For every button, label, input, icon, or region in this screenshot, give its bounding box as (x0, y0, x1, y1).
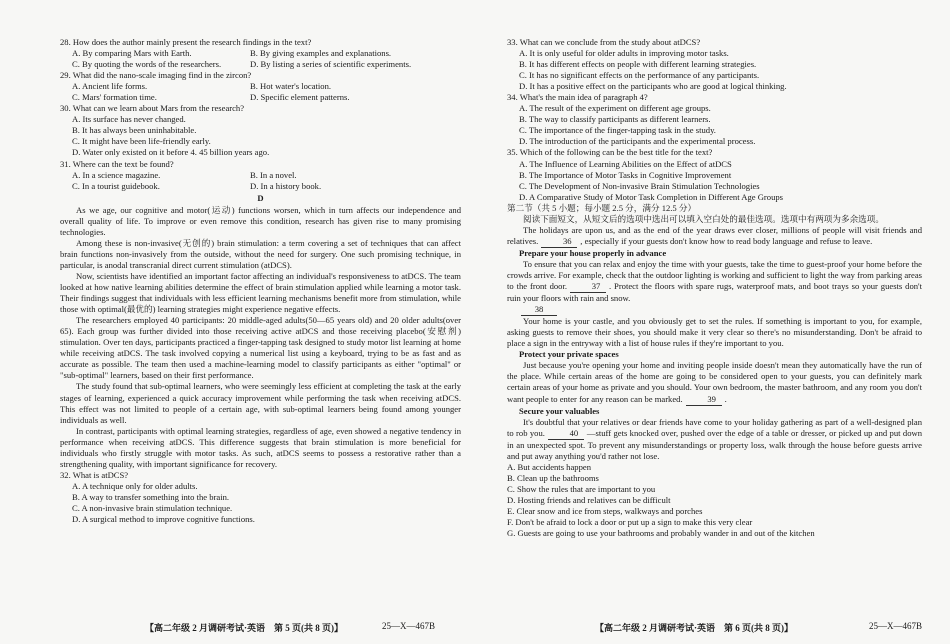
choice-e: E. Clear snow and ice from steps, walkways and porches (507, 505, 703, 516)
option-33d: D. It has a positive effect on the participants who are good at logical thinking. (519, 81, 787, 92)
left-footer-title: 【高二年级 2 月调研考试·英语 第 5 页(共 8 页)】 (145, 623, 343, 633)
blank-39[interactable]: 39 (686, 394, 722, 406)
section-2-title: 第二节（共 5 小题；每小题 2.5 分，满分 12.5 分） (507, 202, 697, 213)
option-35c: C. The Development of Non-invasive Brain Stimulation Technologies (519, 180, 760, 191)
option-32d: D. A surgical method to improve cognitive functions. (72, 514, 255, 525)
right-column (507, 37, 922, 539)
option-28b: B. By giving examples and explanations. (250, 48, 392, 59)
choice-c: C. Show the rules that are important to you (507, 483, 656, 494)
cloze-paragraph-4: Just because you're opening your home and inviting people inside doesn't mean they automatically have the run of the place. While certain areas of the home are going to be considered open to your guests, you can definitely mark certain areas of your home as private and you should. Your own bedroom, the master bathroom, and any room you don't want people to enter for any reason can be marked. 39 . (507, 360, 922, 405)
cloze-paragraph-1: The holidays are upon us, and as the end of the year draws ever closer, millions of people will visit friends and relatives. 36 , especially if your guests don't know how to read body language and refuse to leave. (507, 225, 922, 248)
blank-38[interactable]: 38 (521, 304, 557, 316)
option-32b: B. A way to transfer something into the brain. (72, 491, 230, 502)
option-35b: B. The Importance of Motor Tasks in Cognitive Improvement (519, 169, 732, 180)
blank-40[interactable]: 40 (548, 428, 584, 440)
right-footer-title: 【高二年级 2 月调研考试·英语 第 6 页(共 8 页)】 (595, 623, 793, 633)
cloze-paragraph-2: To ensure that you can relax and enjoy the time with your guests, take the time to guest-proof your home before the crowds arrive. For example, check that the outdoor lighting is working and sufficient to light the way from parking areas to the front door. 37 . Protect the floors with spare rugs, waterproof mats, and boot trays so your guests don't ruin your floors with rain and snow. (507, 258, 922, 304)
blank-36[interactable]: 36 (541, 236, 577, 248)
paragraph-5: The study found that sub-optimal learners, who were seemingly less efficient at completing the task at the early stages of learning, experienced a quick accuracy improvement while performing the task when receiving atDCS. This effect was not limited to people of a certain age, with sub-optimal learners being found among younger individuals as well. (60, 381, 461, 425)
option-31c: C. In a tourist guidebook. (72, 180, 160, 191)
question-31: 31. Where can the text be found? (60, 158, 174, 169)
paragraph-1: As we age, our cognitive and motor(运动) functions worsen, which in turn affects our independence and overall quality of life. To improve or even remove this condition, research has given rise to many promising technologies. (60, 204, 461, 237)
choice-b: B. Clean up the bathrooms (507, 472, 599, 483)
question-33: 33. What can we conclude from the study about atDCS? (507, 37, 701, 47)
option-30c: C. It might have been life-friendly early. (72, 136, 211, 147)
option-28a: A. By comparing Mars with Earth. (72, 48, 192, 59)
choice-g: G. Guests are going to use your bathrooms and probably wander in and out of the kitchen (507, 528, 815, 539)
question-32: 32. What is atDCS? (60, 469, 129, 480)
blank-37[interactable]: 37 (570, 281, 606, 293)
option-31a: A. In a science magazine. (72, 169, 161, 180)
option-34a: A. The result of the experiment on different age groups. (519, 103, 711, 114)
option-33a: A. It is only useful for older adults in improving motor tasks. (519, 48, 729, 59)
cloze-paragraph-5: It's doubtful that your relatives or dear friends have come to your holiday gathering as part of a well-designed plan to rob you. 40 —stuff gets knocked over, pushed over the edge of a table or dresser, or picked up and put down in an unexpected spot. To prevent any misunderstandings or property loss, walk through the house before guests arrive and put away anything you'd rather not lose. (507, 416, 922, 461)
option-35a: A. The Influence of Learning Abilities on the Effect of atDCS (519, 158, 732, 169)
option-29d: D. Specific element patterns. (250, 92, 350, 103)
left-footer (0, 621, 475, 634)
choice-a: A. But accidents happen (507, 461, 592, 472)
passage-heading: D (257, 192, 264, 203)
option-35d: D. A Comparative Study of Motor Task Completion in Different Age Groups (519, 191, 784, 202)
question-30: 30. What can we learn about Mars from the research? (60, 103, 245, 114)
subheading-2: Protect your private spaces (519, 349, 619, 360)
choice-f: F. Don't be afraid to lock a door or put up a sign to make this very clear (507, 517, 753, 528)
paragraph-2: Among these is non-invasive(无创的) brain stimulation: a term covering a set of techniques that can affect brain functions non-invasively from the outside, without the need for surgery. One such promising technique, in particular, is anodal transcranial direct current stimulation (atDCS). (60, 237, 461, 270)
option-34b: B. The way to classify participants as different learners. (519, 114, 711, 125)
option-31d: D. In a history book. (250, 180, 322, 191)
right-page (475, 0, 950, 644)
option-34c: C. The importance of the finger-tapping task in the study. (519, 125, 716, 136)
option-29b: B. Hot water's location. (250, 81, 332, 92)
right-footer-code: 25—X—467B (868, 621, 922, 631)
left-footer-code: 25—X—467B (381, 621, 435, 631)
option-29c: C. Mars' formation time. (72, 92, 157, 103)
paragraph-3: Now, scientists have identified an important factor affecting an individual's responsiveness to atDCS. The team looked at how native learning abilities determine the effect of brain stimulation applied while learning a motor task. Their findings suggest that individuals with less efficient learning mechanisms benefit more from stimulation, while those with optimal(最优的) learning strategies might experience negative effects. (60, 270, 461, 315)
question-29: 29. What did the nano-scale imaging find in the zircon? (60, 70, 252, 81)
option-31b: B. In a novel. (250, 169, 297, 180)
option-28c: C. By quoting the words of the researchers. (72, 59, 222, 70)
section-2-instructions: 阅读下面短文，从短文后的选项中选出可以填入空白处的最佳选项。选项中有两项为多余选项。 (523, 213, 884, 224)
option-34d: D. The introduction of the participants and the experimental process. (519, 136, 756, 147)
option-28d: D. By listing a series of scientific experiments. (250, 59, 412, 70)
option-30b: B. It has always been uninhabitable. (72, 125, 197, 136)
right-footer (475, 621, 950, 634)
paragraph-6: In contrast, participants with optimal learning strategies, regardless of age, even showed a negative tendency in performance when receiving atDCS. This difference suggests that brain stimulation is more beneficial for individuals who firstly struggle with motor tasks. As such, atDCS seems to possess a restorative rather than a strengthening quality, with important significance for recovery. (60, 425, 461, 469)
option-32c: C. A non-invasive brain stimulation technique. (72, 502, 233, 513)
option-33c: C. It has no significant effects on the performance of any participants. (519, 70, 760, 81)
question-34: 34. What's the main idea of paragraph 4? (507, 92, 648, 103)
option-29a: A. Ancient life forms. (72, 81, 148, 92)
question-35: 35. Which of the following can be the best title for the text? (507, 147, 713, 158)
option-30a: A. Its surface has never changed. (72, 114, 186, 125)
left-column (60, 37, 461, 525)
option-33b: B. It has different effects on people with different learning strategies. (519, 59, 757, 70)
option-32a: A. A technique only for older adults. (72, 480, 198, 491)
option-30d: D. Water only existed on it before 4. 45 billion years ago. (72, 147, 270, 158)
question-28: 28. How does the author mainly present the research findings in the text? (60, 37, 312, 47)
subheading-3: Secure your valuables (519, 405, 600, 416)
cloze-paragraph-3: Your home is your castle, and you obviously get to set the rules. If something is important to you, for example, asking guests to remove their shoes, you should make it very clear so there's no misunderstanding. Don't be afraid to place a sign in the entryway with a list of house rules if they're important to you. (507, 316, 922, 349)
subheading-1: Prepare your house properly in advance (519, 247, 667, 258)
choice-d: D. Hosting friends and relatives can be difficult (507, 494, 671, 505)
paragraph-4: The researchers employed 40 participants: 20 middle-aged adults(50—65 years old) and 20 older adults(over 65). Each group was further divided into those receiving active atDCS and those receiving placebo(安慰剂) stimulation. Over ten days, participants practiced a finger-tapping task designed to study motor list learning at home while receiving atDCS. The task involved copying a numerical list using a keyboard, trying to be as fast and as accurate as possible. The team then used a machine-learning model to classify participants as either "optimal" or "sub-optimal" learners, based on their first performance. (60, 315, 461, 381)
